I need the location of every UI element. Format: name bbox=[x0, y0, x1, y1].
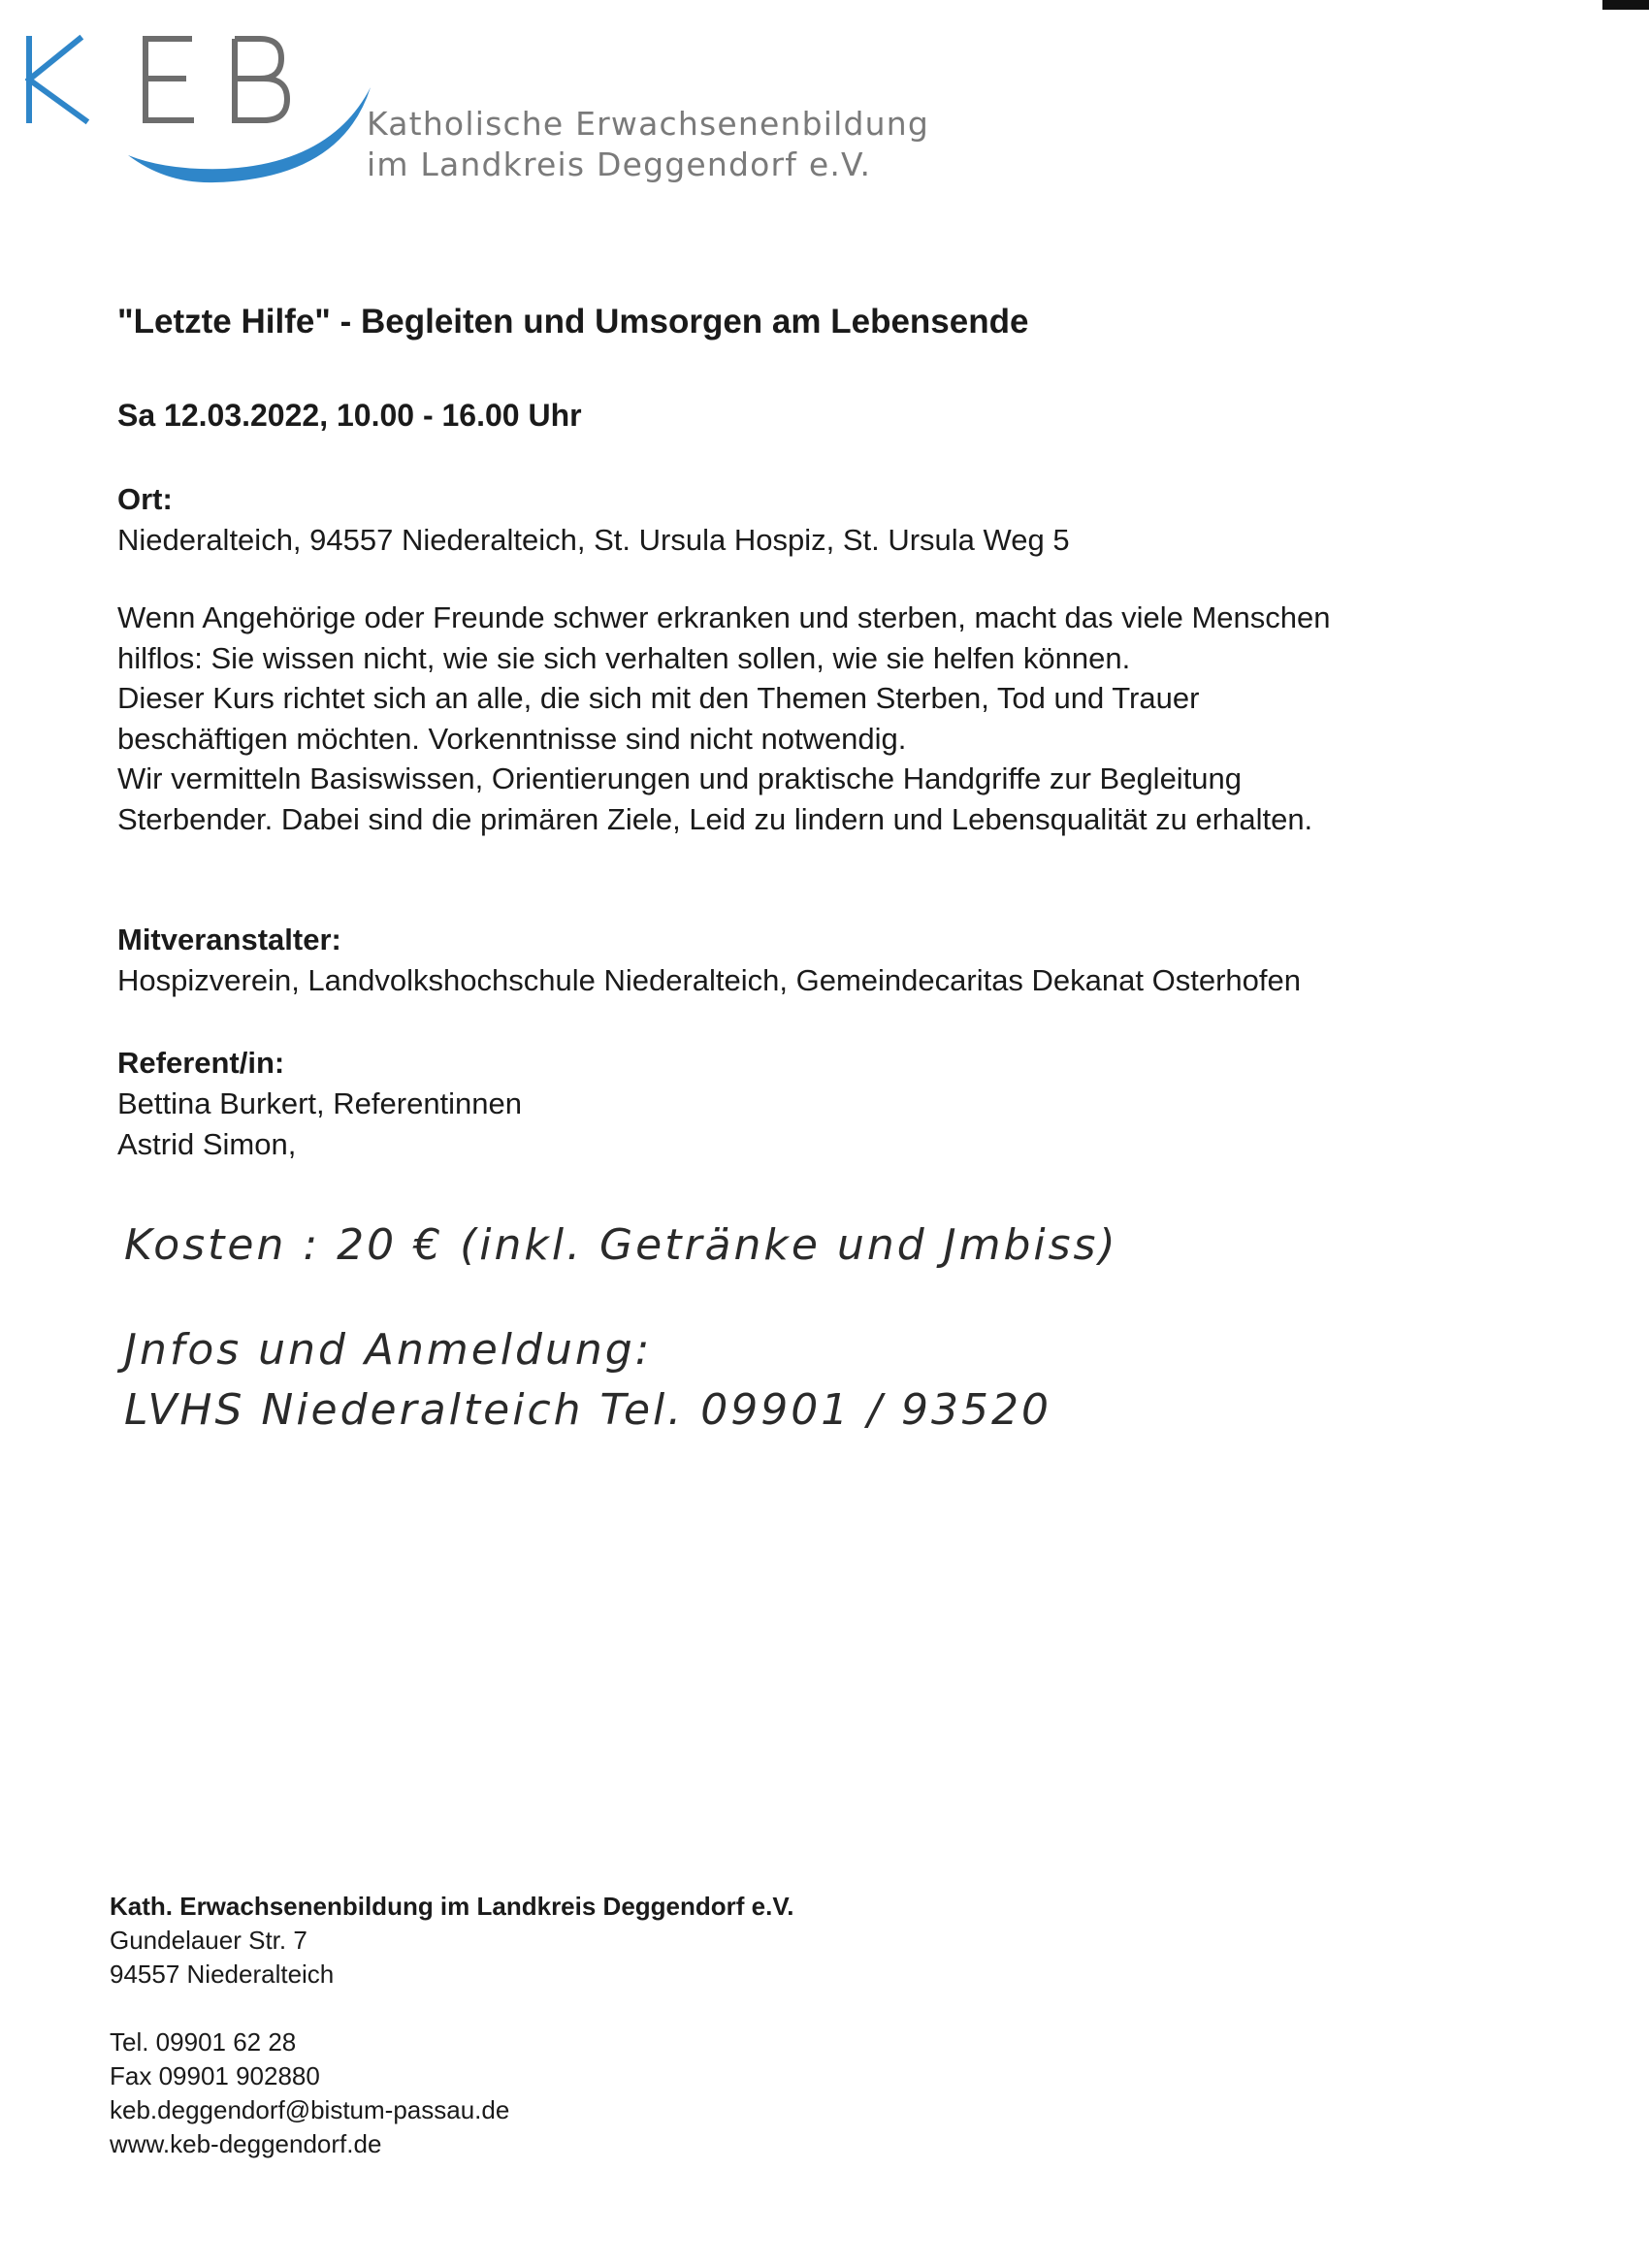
footer-city: 94557 Niederalteich bbox=[110, 1960, 335, 1989]
speakers-label: Referent/in: bbox=[117, 1046, 285, 1080]
footer-web: www.keb-deggendorf.de bbox=[110, 2129, 382, 2158]
scan-edge-artifact bbox=[1602, 0, 1649, 10]
event-date: Sa 12.03.2022, 10.00 - 16.00 Uhr bbox=[117, 398, 582, 433]
description-line: Sterbender. Dabei sind die primären Ziele, Leid zu lindern und Lebensqualität zu erhalten. bbox=[117, 801, 1313, 836]
keb-logo-mark bbox=[21, 17, 409, 211]
handwritten-info-label: Jnfos und Anmeldung: bbox=[124, 1325, 653, 1375]
handwritten-info-contact: LVHS Niederalteich Tel. 09901 / 93520 bbox=[124, 1385, 1051, 1435]
handwritten-cost: Kosten : 20 € (inkl. Getränke und Jmbiss) bbox=[124, 1220, 1118, 1270]
footer-fax: Fax 09901 902880 bbox=[110, 2061, 320, 2090]
speaker-2: Astrid Simon, bbox=[117, 1127, 297, 1161]
event-description bbox=[117, 598, 1331, 839]
description-line: Wir vermitteln Basiswissen, Orientierungen und praktische Handgriffe zur Begleitung bbox=[117, 761, 1243, 795]
speaker-1: Bettina Burkert, Referentinnen bbox=[117, 1086, 523, 1120]
footer-tel: Tel. 09901 62 28 bbox=[110, 2027, 297, 2057]
description-line: Wenn Angehörige oder Freunde schwer erkranken und sterben, macht das viele Menschen bbox=[117, 600, 1331, 634]
footer-org: Kath. Erwachsenenbildung im Landkreis Deggendorf e.V. bbox=[110, 1892, 794, 1921]
description-line: beschäftigen möchten. Vorkenntnisse sind nicht notwendig. bbox=[117, 721, 907, 756]
description-line: Dieser Kurs richtet sich an alle, die sich mit den Themen Sterben, Tod und Trauer bbox=[117, 681, 1200, 715]
footer-email: keb.deggendorf@bistum-passau.de bbox=[110, 2095, 510, 2124]
footer-street: Gundelauer Str. 7 bbox=[110, 1926, 307, 1955]
location-text: Niederalteich, 94557 Niederalteich, St. Ursula Hospiz, St. Ursula Weg 5 bbox=[117, 523, 1070, 557]
description-line: hilflos: Sie wissen nicht, wie sie sich verhalten sollen, wie sie helfen können. bbox=[117, 640, 1131, 675]
location-label: Ort: bbox=[117, 482, 173, 516]
coorganizer-label: Mitveranstalter: bbox=[117, 923, 341, 956]
logo-org-line-2: im Landkreis Deggendorf e.V. bbox=[367, 146, 872, 183]
event-title: "Letzte Hilfe" - Begleiten und Umsorgen am Lebensende bbox=[117, 303, 1029, 340]
logo-org-line-1: Katholische Erwachsenenbildung bbox=[367, 105, 930, 143]
coorganizer-text: Hospizverein, Landvolkshochschule Niederalteich, Gemeindecaritas Dekanat Osterhofen bbox=[117, 963, 1301, 997]
